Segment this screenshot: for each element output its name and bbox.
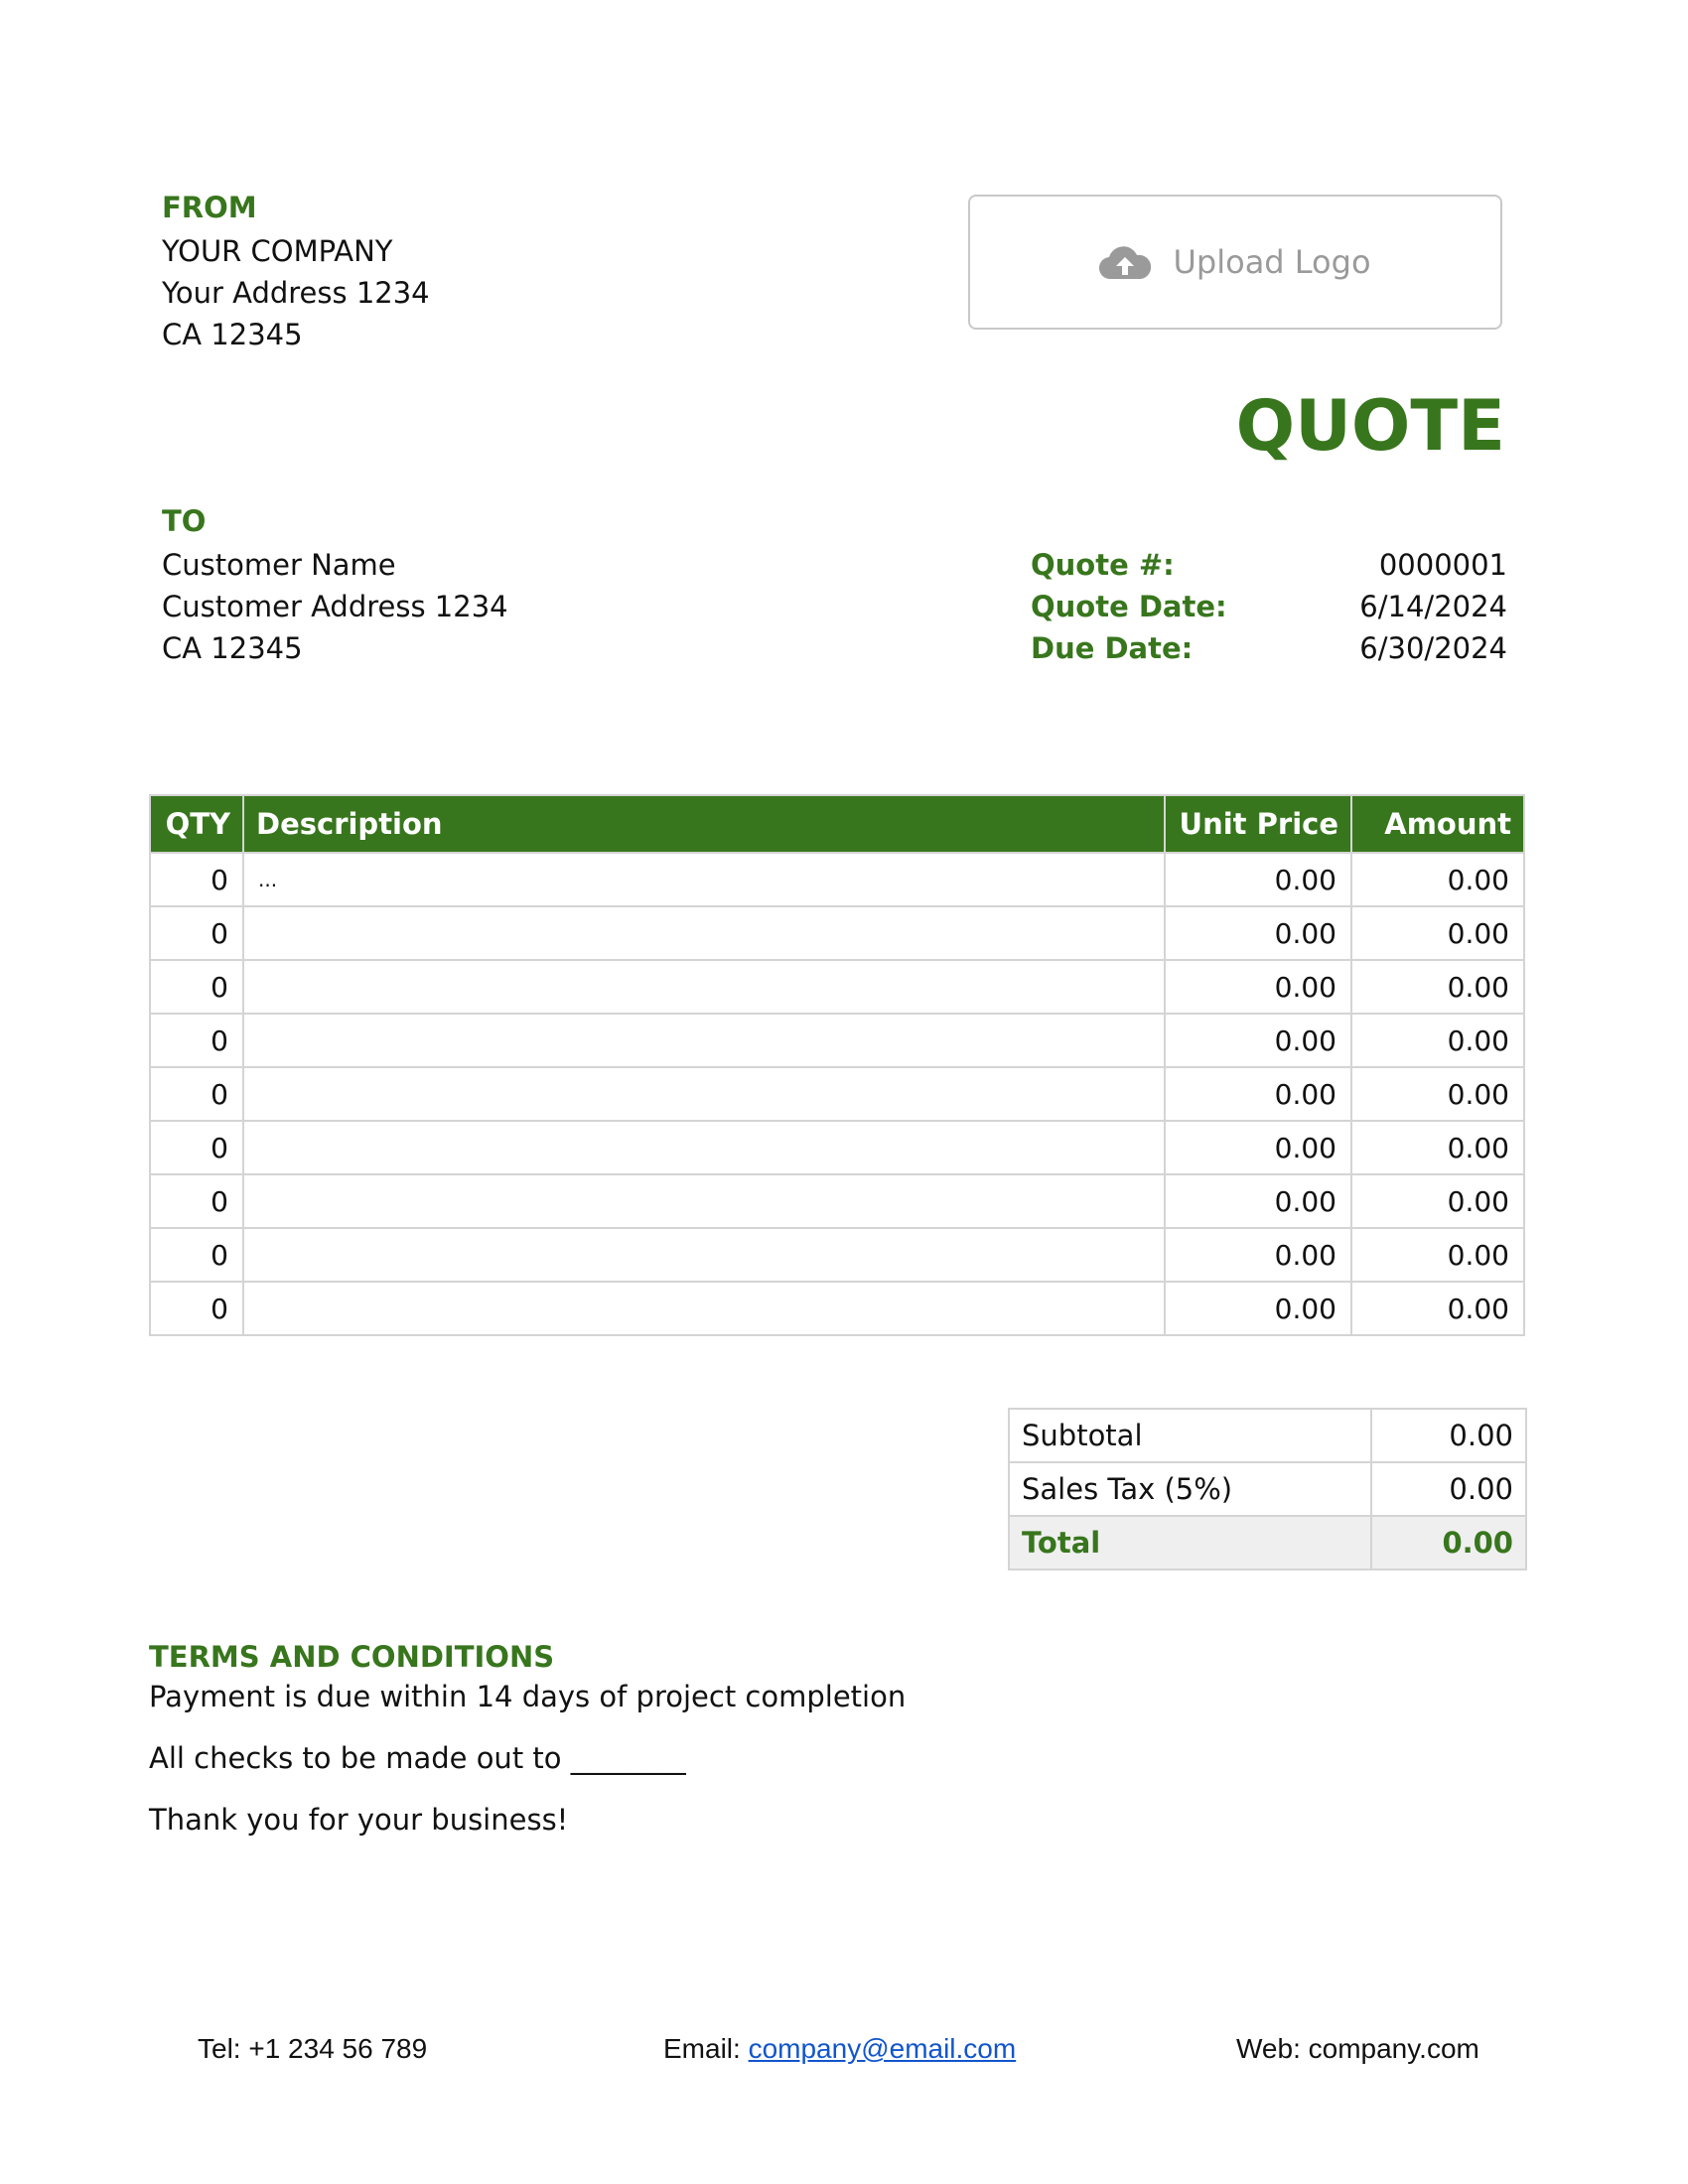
terms-body [149,1680,906,1837]
description-cell[interactable] [243,1228,1165,1282]
table-row [150,853,1524,906]
amount-cell[interactable]: 0.00 [1351,1282,1524,1335]
upload-logo-label: Upload Logo [1173,243,1371,281]
table-row [150,1014,1524,1067]
to-address [162,544,508,669]
description-cell[interactable] [243,1014,1165,1067]
amount-cell[interactable]: 0.00 [1351,1067,1524,1121]
qty-cell[interactable]: 0 [150,1174,243,1228]
tax-label: Sales Tax (5%) [1009,1462,1371,1516]
qty-cell[interactable]: 0 [150,1228,243,1282]
amount-cell[interactable]: 0.00 [1351,853,1524,906]
qty-cell[interactable]: 0 [150,1282,243,1335]
qty-cell[interactable]: 0 [150,853,243,906]
table-row [150,1067,1524,1121]
from-company: YOUR COMPANY [162,234,393,268]
qty-cell[interactable]: 0 [150,960,243,1014]
description-cell[interactable] [243,1067,1165,1121]
amount-cell[interactable]: 0.00 [1351,1121,1524,1174]
due-date-row [1031,627,1507,669]
footer-tel: Tel: +1 234 56 789 [198,2033,428,2064]
quote-number: 0000001 [1378,548,1507,582]
quote-date-row [1031,586,1507,627]
amount-cell[interactable]: 0.00 [1351,906,1524,960]
terms-line: Payment is due within 14 days of project completion [149,1680,907,1713]
amount-cell[interactable]: 0.00 [1351,1228,1524,1282]
amount-cell[interactable]: 0.00 [1351,1174,1524,1228]
table-row [150,960,1524,1014]
terms-line: Thank you for your business! [149,1803,569,1837]
unit-price-cell[interactable]: 0.00 [1165,853,1351,906]
footer-email [663,2033,1016,2065]
unit-price-cell[interactable]: 0.00 [1165,1228,1351,1282]
description-cell[interactable] [243,1282,1165,1335]
email-label: Email: [663,2033,749,2064]
unit-price-cell[interactable]: 0.00 [1165,1014,1351,1067]
qty-cell[interactable]: 0 [150,1067,243,1121]
header-qty: QTY [150,795,243,853]
upload-logo-button[interactable] [968,195,1502,330]
line-items-table [149,794,1525,1336]
from-label: FROM [162,191,257,224]
tax-row [1009,1462,1526,1516]
meta-key: Quote #: [1031,548,1175,582]
description-cell[interactable] [243,906,1165,960]
table-row [150,1282,1524,1335]
meta-key: Quote Date: [1031,590,1227,623]
table-row [150,906,1524,960]
description-cell[interactable]: ... [243,853,1165,906]
table-header [150,795,1524,853]
document-title: QUOTE [1235,385,1505,467]
from-city: CA 12345 [162,318,303,351]
totals-table [1008,1408,1527,1570]
qty-cell[interactable]: 0 [150,906,243,960]
total-label: Total [1009,1516,1371,1570]
amount-cell[interactable]: 0.00 [1351,960,1524,1014]
subtotal-value: 0.00 [1371,1409,1526,1462]
quote-number-row [1031,544,1507,586]
meta-key: Due Date: [1031,631,1194,665]
from-street: Your Address 1234 [162,276,430,310]
subtotal-label: Subtotal [1009,1409,1371,1462]
qty-cell[interactable]: 0 [150,1014,243,1067]
table-row [150,1174,1524,1228]
tax-value: 0.00 [1371,1462,1526,1516]
customer-name: Customer Name [162,548,396,582]
unit-price-cell[interactable]: 0.00 [1165,960,1351,1014]
quote-meta [1031,544,1507,669]
terms-heading: TERMS AND CONDITIONS [149,1640,555,1674]
footer-web: Web: company.com [1236,2033,1479,2064]
table-row [150,1121,1524,1174]
description-cell[interactable] [243,960,1165,1014]
email-link[interactable]: company@email.com [748,2033,1017,2064]
header-unit-price: Unit Price [1165,795,1351,853]
to-label: TO [162,504,207,538]
header-description: Description [243,795,1165,853]
customer-city: CA 12345 [162,631,303,665]
total-value: 0.00 [1371,1516,1526,1570]
customer-street: Customer Address 1234 [162,590,508,623]
header-amount: Amount [1351,795,1524,853]
unit-price-cell[interactable]: 0.00 [1165,1174,1351,1228]
due-date: 6/30/2024 [1359,631,1507,665]
unit-price-cell[interactable]: 0.00 [1165,1282,1351,1335]
from-address [162,230,430,355]
terms-line: All checks to be made out to ________ [149,1741,686,1775]
table-row [150,1228,1524,1282]
quote-date: 6/14/2024 [1359,590,1507,623]
qty-cell[interactable]: 0 [150,1121,243,1174]
unit-price-cell[interactable]: 0.00 [1165,1067,1351,1121]
subtotal-row [1009,1409,1526,1462]
unit-price-cell[interactable]: 0.00 [1165,906,1351,960]
amount-cell[interactable]: 0.00 [1351,1014,1524,1067]
description-cell[interactable] [243,1121,1165,1174]
total-row [1009,1516,1526,1570]
description-cell[interactable] [243,1174,1165,1228]
cloud-upload-icon [1099,243,1151,281]
unit-price-cell[interactable]: 0.00 [1165,1121,1351,1174]
